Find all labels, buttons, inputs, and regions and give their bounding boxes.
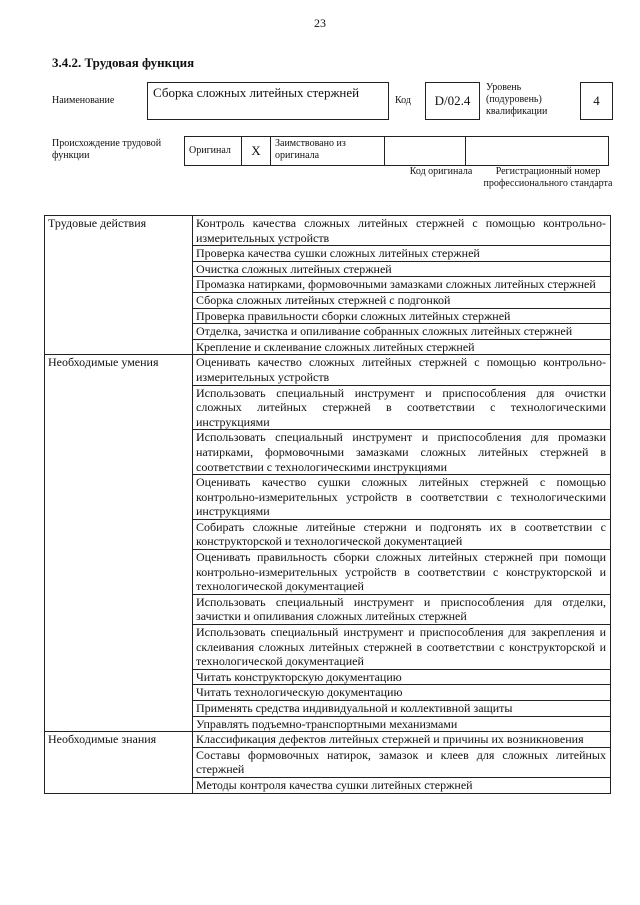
- code-value: D/02.4: [434, 93, 471, 108]
- section-category: Необходимые умения: [45, 355, 193, 732]
- section-item: Крепление и склеивание сложных литейных стержней: [193, 339, 611, 355]
- section-category: Трудовые действия: [45, 216, 193, 355]
- function-table: [44, 215, 611, 794]
- origin-label: Происхождение трудовой функции: [52, 138, 162, 161]
- section-item: Методы контроля качества сушки литейных стержней: [193, 777, 611, 793]
- section-item: Читать технологическую документацию: [193, 685, 611, 701]
- origin-code-cell: [384, 136, 466, 166]
- section-item: Составы формовочных натирок, замазок и клеев для сложных литейных стержней: [193, 747, 611, 777]
- section-item: Использовать специальный инструмент и приспособления для промазки натирками, формовочными замазками сложных литейных стержней в соответствии с технологическими инструкциями: [193, 430, 611, 475]
- section-title: 3.4.2. Трудовая функция: [52, 55, 195, 70]
- section-item: Собирать сложные литейные стержни и подгонять их в соответствии с конструкторской и технологической документацией: [193, 519, 611, 549]
- section-item: Читать конструкторскую документацию: [193, 669, 611, 685]
- code-value-box: [425, 82, 480, 120]
- name-label: Наименование: [52, 95, 115, 106]
- section-item: Классификация дефектов литейных стержней и причины их возникновения: [193, 732, 611, 748]
- table-row: [45, 216, 611, 246]
- level-label: Уровень (подуровень) квалификации: [486, 82, 548, 117]
- section-item: Отделка, зачистка и опиливание собранных сложных литейных стержней: [193, 324, 611, 340]
- section-item: Сборка сложных литейных стержней с подгонкой: [193, 292, 611, 308]
- borrowed-label: Заимствовано из оригинала: [270, 136, 385, 166]
- page-number: 23: [314, 16, 326, 30]
- section-item: Использовать специальный инструмент и приспособления для отделки, зачистки и опиливания сложных литейных стержней: [193, 594, 611, 624]
- reg-number-note: Регистрационный номер профессионального стандарта: [483, 166, 613, 189]
- section-item: Использовать специальный инструмент и приспособления для очистки сложных литейных стержней в соответствии с технологическими инструкциями: [193, 385, 611, 430]
- level-value-box: [580, 82, 613, 120]
- original-mark: X: [241, 136, 271, 166]
- reg-number-cell: [465, 136, 609, 166]
- section-item: Проверка правильности сборки сложных литейных стержней: [193, 308, 611, 324]
- section-category: Необходимые знания: [45, 732, 193, 793]
- code-label: Код: [395, 95, 411, 106]
- section-item: Очистка сложных литейных стержней: [193, 261, 611, 277]
- section-item: Проверка качества сушки сложных литейных стержней: [193, 246, 611, 262]
- section-item: Оценивать качество сложных литейных стержней с помощью контрольно-измерительных устройств: [193, 355, 611, 385]
- section-item: Использовать специальный инструмент и приспособления для закрепления и склеивания сложных литейных стержней в соответствии с конструкторской и технологической документацией: [193, 625, 611, 670]
- original-label: Оригинал: [184, 136, 242, 166]
- section-item: Оценивать качество сушки сложных литейных стержней с помощью контрольно-измерительных устройств в соответствии с технологическими инструкциями: [193, 475, 611, 520]
- table-row: [45, 732, 611, 748]
- section-item: Промазка натирками, формовочными замазками сложных литейных стержней: [193, 277, 611, 293]
- section-item: Применять средства индивидуальной и коллективной защиты: [193, 701, 611, 717]
- origin-code-note: Код оригинала: [409, 166, 473, 177]
- section-item: Управлять подъемно-транспортными механизмами: [193, 716, 611, 732]
- table-row: [45, 355, 611, 385]
- level-value: 4: [593, 93, 600, 108]
- section-item: Контроль качества сложных литейных стержней с помощью контрольно-измерительных устройств: [193, 216, 611, 246]
- section-item: Оценивать правильность сборки сложных литейных стержней при помощи контрольно-измерительных устройств в соответствии с конструкторской и технологической документацией: [193, 550, 611, 595]
- name-value-box: [147, 82, 389, 120]
- name-value: Сборка сложных литейных стержней: [153, 85, 360, 100]
- origin-row: [185, 136, 614, 166]
